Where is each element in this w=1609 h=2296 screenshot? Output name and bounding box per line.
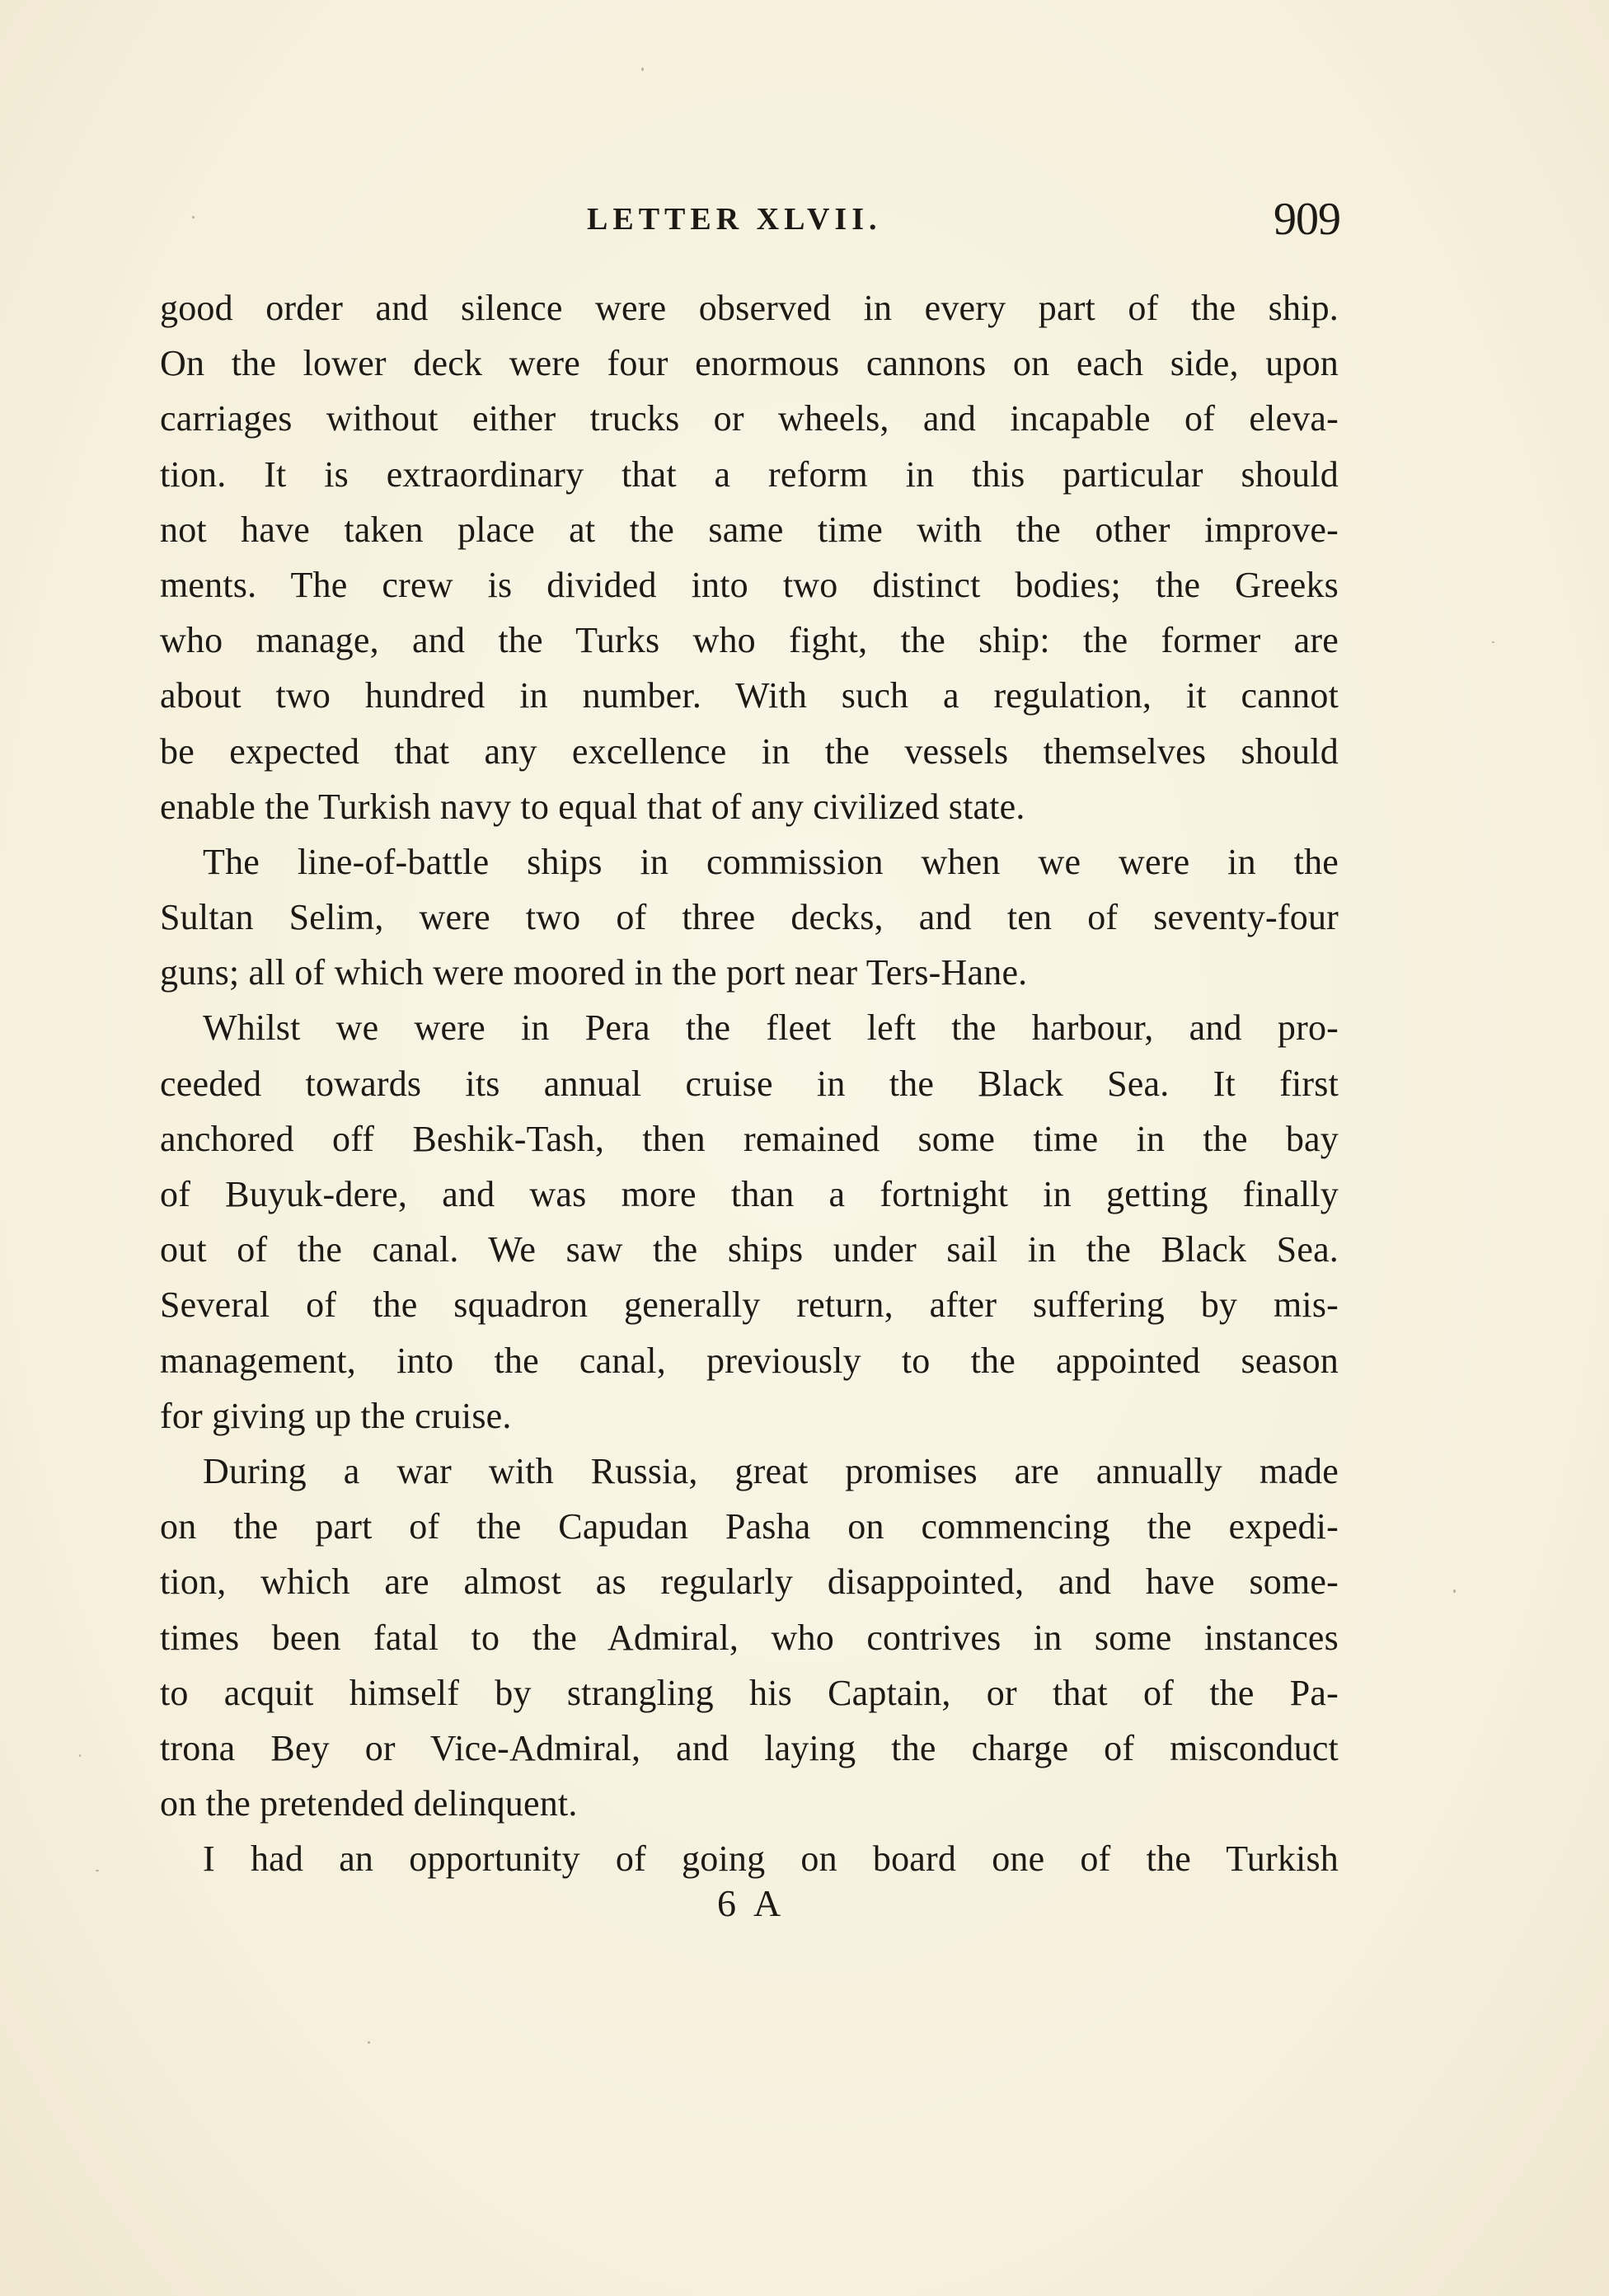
text-line: trona Bey or Vice-Admiral, and laying the charge of misconduct [160,1727,1339,1768]
text-line: on the part of the Capudan Pasha on commencing the expedi- [160,1506,1339,1547]
paper-speck [79,1754,81,1757]
text-line: not have taken place at the same time with the other improve- [160,509,1339,550]
text-line: Sultan Selim, were two of three decks, and ten of seventy-four [160,897,1339,938]
signature-mark: 6 A [717,1882,786,1924]
text-line: on the pretended delinquent. [160,1783,578,1824]
text-line: guns; all of which were moored in the port near Ters-Hane. [160,952,1028,993]
text-line: ceeded towards its annual cruise in the Black Sea. It first [160,1063,1339,1104]
text-line: tion, which are almost as regularly disappointed, and have some- [160,1561,1339,1603]
text-line: On the lower deck were four enormous cannons on each side, upon [160,343,1339,384]
text-line: management, into the canal, previously to the appointed season [160,1340,1339,1381]
running-head: LETTER XLVII. [587,202,882,237]
text-line: tion. It is extraordinary that a reform in this particular should [160,453,1339,495]
text-line: ments. The crew is divided into two distinct bodies; the Greeks [160,564,1339,605]
paper-speck [192,216,195,218]
text-line: for giving up the cruise. [160,1395,512,1436]
text-line: of Buyuk-dere, and was more than a fortnight in getting finally [160,1174,1339,1214]
body-text [160,280,1339,1886]
text-line: who manage, and the Turks who fight, the ship: the former are [160,620,1339,661]
text-line: good order and silence were observed in every part of the ship. [160,288,1339,328]
text-line: to acquit himself by strangling his Captain, or that of the Pa- [160,1672,1339,1713]
text-line: about two hundred in number. With such a regulation, it cannot [160,675,1339,716]
text-line: be expected that any excellence in the vessels themselves should [160,730,1339,772]
page-number: 909 [1274,194,1340,245]
text-line: Whilst we were in Pera the fleet left the harbour, and pro- [203,1007,1339,1049]
text-line: anchored off Beshik-Tash, then remained some time in the bay [160,1118,1339,1159]
text-line: The line-of-battle ships in commission when we were in the [203,841,1339,882]
text-line: Several of the squadron generally return, after suffering by mis- [160,1284,1339,1326]
paper-speck [96,1870,99,1871]
text-line: During a war with Russia, great promises are annually made [203,1450,1339,1491]
text-line: I had an opportunity of going on board one of the Turkish [203,1838,1339,1880]
text-line: out of the canal. We saw the ships under sail in the Black Sea. [160,1229,1339,1270]
paper-speck [641,68,644,71]
text-line: times been fatal to the Admiral, who contrives in some instances [160,1617,1339,1658]
text-line: carriages without either trucks or wheels, and incapable of eleva- [160,398,1339,439]
paper-speck [1453,1589,1456,1593]
paper-speck [1492,641,1494,643]
paper-speck [368,2041,370,2044]
text-line: enable the Turkish navy to equal that of any civilized state. [160,786,1025,827]
